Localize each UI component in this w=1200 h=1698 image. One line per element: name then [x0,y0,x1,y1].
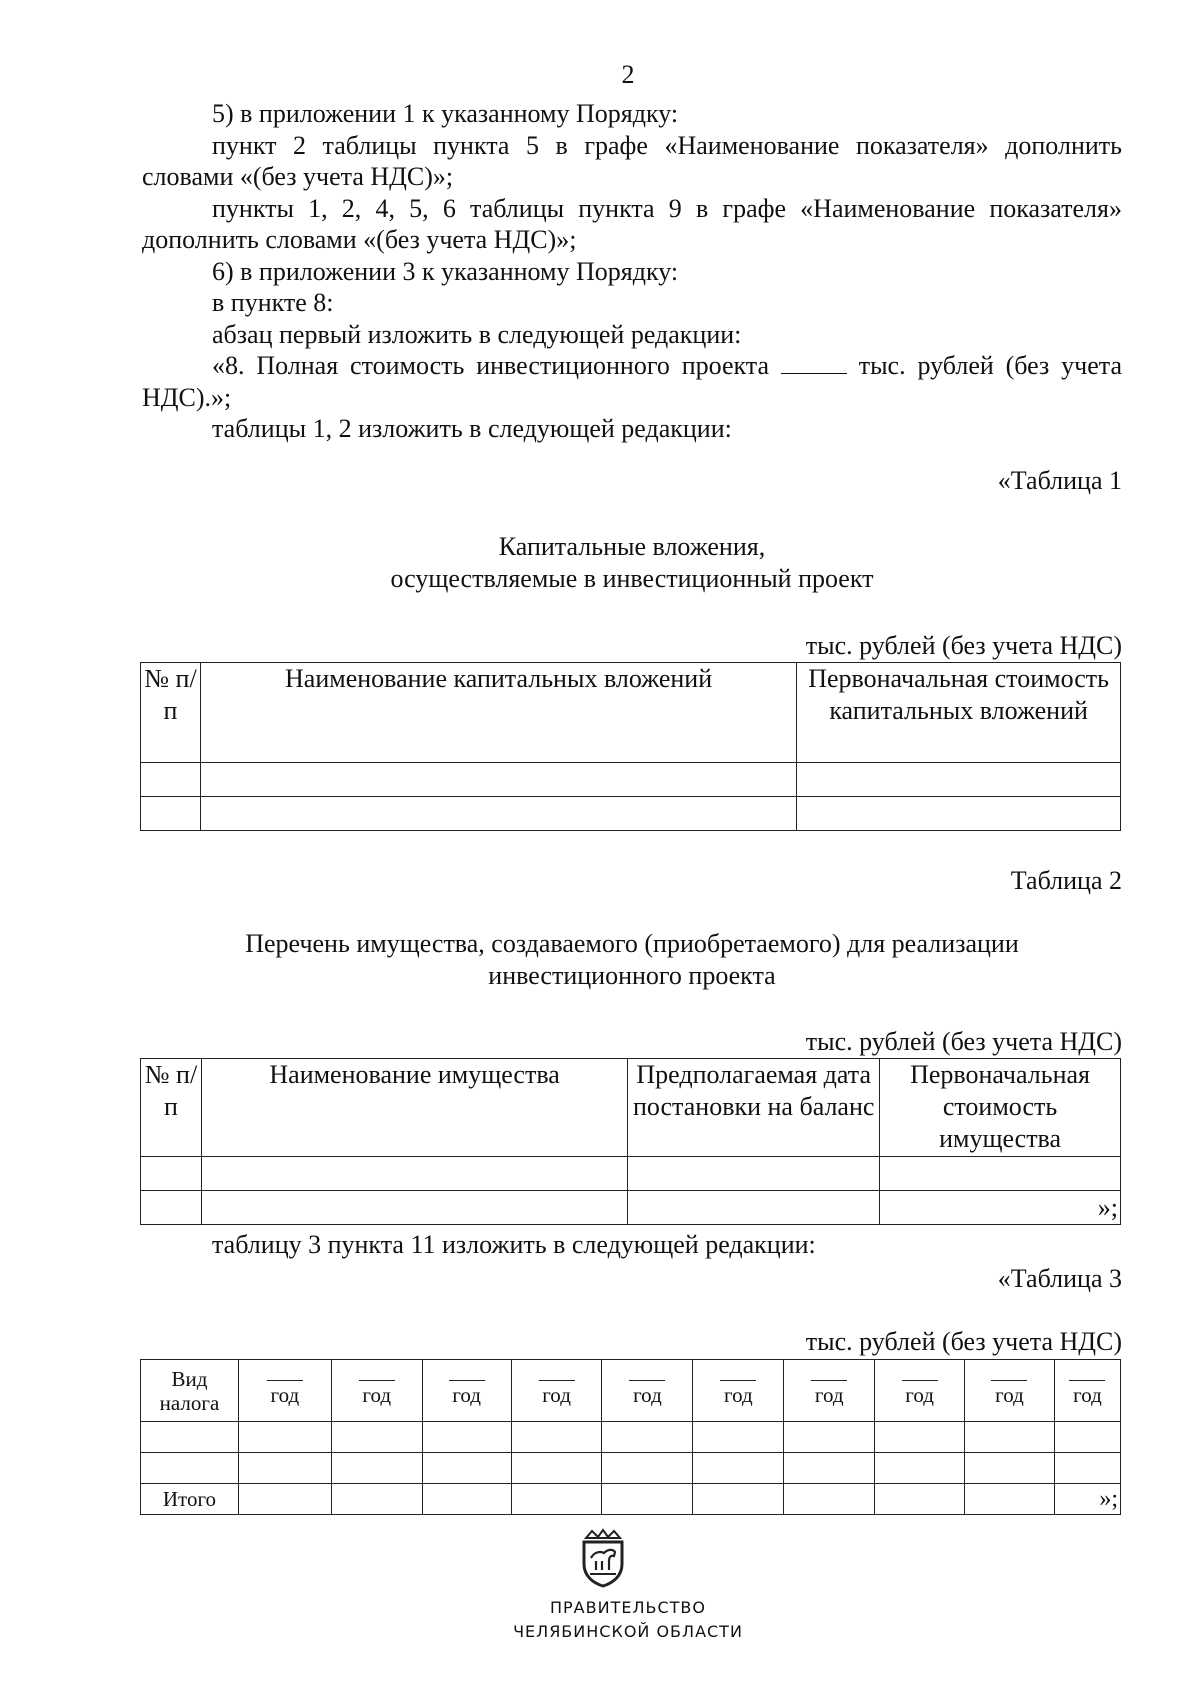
year-header-cell [238,1360,331,1422]
blank-field [449,1380,485,1381]
table-total-row [141,1484,1121,1515]
table-cell [875,1422,965,1453]
stamp-line2: ЧЕЛЯБИНСКОЙ ОБЛАСТИ [513,1622,743,1641]
table-cell [511,1484,602,1515]
paragraph-part: тыс. рублей (без учета НДС).»; [142,351,1122,412]
blank-field [267,1380,303,1381]
table-cell [331,1422,422,1453]
table1-title [142,531,1122,595]
table-row [141,1453,1121,1484]
body-text [142,98,1122,445]
table-cell [784,1453,875,1484]
table-cell [1054,1422,1120,1453]
blank-field [991,1380,1027,1381]
table-cell [965,1453,1055,1484]
table-cell [201,1157,627,1191]
table2-title [142,928,1122,992]
year-label: год [633,1383,662,1407]
year-label: год [362,1383,392,1407]
year-header-cell [331,1360,422,1422]
table-header-row [141,1360,1121,1422]
table-cell [693,1422,784,1453]
table-row [141,1422,1121,1453]
table-cell [602,1422,693,1453]
table-header-cell: Первоначальная стоимость имущества [880,1059,1121,1157]
paragraph: пункты 1, 2, 4, 5, 6 таблицы пункта 9 в графе «Наименование показателя» дополнить словами «(без учета НДС)»; [142,193,1122,254]
table1 [140,662,1121,831]
table-cell [201,1191,627,1225]
table-cell [200,797,796,831]
table-cell [331,1453,422,1484]
blank-field [781,351,847,374]
stamp-line1: ПРАВИТЕЛЬСТВО [550,1598,706,1617]
table2-label: Таблица 2 [1010,866,1122,895]
year-label: год [452,1383,481,1407]
table-cell [141,797,201,831]
year-header-cell [1054,1360,1120,1422]
table-cell [511,1422,602,1453]
blank-field [720,1380,756,1381]
table2-title-line2: инвестиционного проекта [488,961,776,990]
table-row [141,1191,1121,1225]
paragraph: в пункте 8: [212,288,334,317]
table-header-cell: Первоначальная стоимость капитальных вложений [797,663,1121,763]
table1-title-line2: осуществляемые в инвестиционный проект [390,564,874,593]
table-header-cell: № п/п [141,1059,202,1157]
year-label: год [723,1383,753,1407]
blank-field [811,1380,847,1381]
table1-label: «Таблица 1 [997,466,1122,495]
year-label: год [814,1383,844,1407]
year-header-cell [965,1360,1055,1422]
blank-field [902,1380,938,1381]
table-cell [693,1484,784,1515]
table-header-row [141,1059,1121,1157]
table-cell [141,1422,239,1453]
blank-field [359,1380,395,1381]
table1-unit: тыс. рублей (без учета НДС) [805,631,1122,660]
table-cell [238,1422,331,1453]
table-cell [965,1422,1055,1453]
table-header-cell: № п/п [141,663,201,763]
table-cell [141,1191,202,1225]
table-header-cell: Вид налога [141,1360,239,1422]
paragraph-part: «8. Полная стоимость инвестиционного проекта [212,351,769,380]
table-cell [797,797,1121,831]
table-cell [602,1453,693,1484]
table1-title-line1: Капитальные вложения, [498,532,766,561]
table-cell [602,1484,693,1515]
year-header-cell [602,1360,693,1422]
blank-field [629,1380,665,1381]
year-header-cell [784,1360,875,1422]
chelyabinsk-coat-of-arms-icon [578,1528,628,1588]
table-cell [1054,1453,1120,1484]
table-cell [880,1157,1121,1191]
table-cell [422,1484,511,1515]
table-header-cell: Предполагаемая дата постановки на баланс [628,1059,880,1157]
table-row [141,797,1121,831]
table-cell [511,1453,602,1484]
year-label: год [995,1383,1024,1407]
table-cell [141,763,201,797]
table-row [141,763,1121,797]
table-cell [693,1453,784,1484]
table-cell [238,1484,331,1515]
paragraph: абзац первый изложить в следующей редакции: [212,319,742,349]
blank-field [539,1380,575,1381]
table2-title-line1: Перечень имущества, создаваемого (приобретаемого) для реализации [245,929,1019,958]
table-cell [875,1484,965,1515]
table-header-cell: Наименование имущества [201,1059,627,1157]
paragraph: таблицы 1, 2 изложить в следующей редакции: [212,414,732,443]
table-cell [200,763,796,797]
table-cell [422,1453,511,1484]
table3 [140,1359,1121,1515]
table3-label: «Таблица 3 [997,1264,1122,1293]
year-header-cell [511,1360,602,1422]
table-header-row [141,663,1121,763]
table-cell [141,1157,202,1191]
table-cell [238,1453,331,1484]
year-header-cell [693,1360,784,1422]
paragraph [142,350,1122,413]
table2 [140,1058,1121,1225]
table-cell [875,1453,965,1484]
paragraph: 5) в приложении 1 к указанному Порядку: [212,99,679,128]
table3-unit: тыс. рублей (без учета НДС) [805,1327,1122,1356]
table-cell [784,1484,875,1515]
table-cell [784,1422,875,1453]
table-cell [331,1484,422,1515]
year-label: год [1073,1383,1102,1407]
table-row [141,1157,1121,1191]
year-header-cell [875,1360,965,1422]
body-text [142,1229,1122,1261]
year-label: год [905,1383,934,1407]
year-header-cell [422,1360,511,1422]
table2-unit: тыс. рублей (без учета НДС) [805,1027,1122,1056]
paragraph: 6) в приложении 3 к указанному Порядку: [212,256,679,286]
blank-field [1069,1380,1105,1381]
paragraph: таблицу 3 пункта 11 изложить в следующей редакции: [212,1230,816,1259]
table-cell [797,763,1121,797]
table-cell [422,1422,511,1453]
table-end-mark: »; [1054,1484,1120,1515]
year-label: год [270,1383,300,1407]
page-number: 2 [621,60,635,89]
table-cell [141,1453,239,1484]
table-cell [628,1157,880,1191]
paragraph: пункт 2 таблицы пункта 5 в графе «Наименование показателя» дополнить словами «(без учета НДС)»; [142,130,1122,191]
year-label: год [542,1383,571,1407]
table-cell [965,1484,1055,1515]
table-header-cell: Наименование капитальных вложений [200,663,796,763]
total-label-cell: Итого [141,1484,239,1515]
table-end-mark: »; [880,1191,1121,1225]
table-cell [628,1191,880,1225]
